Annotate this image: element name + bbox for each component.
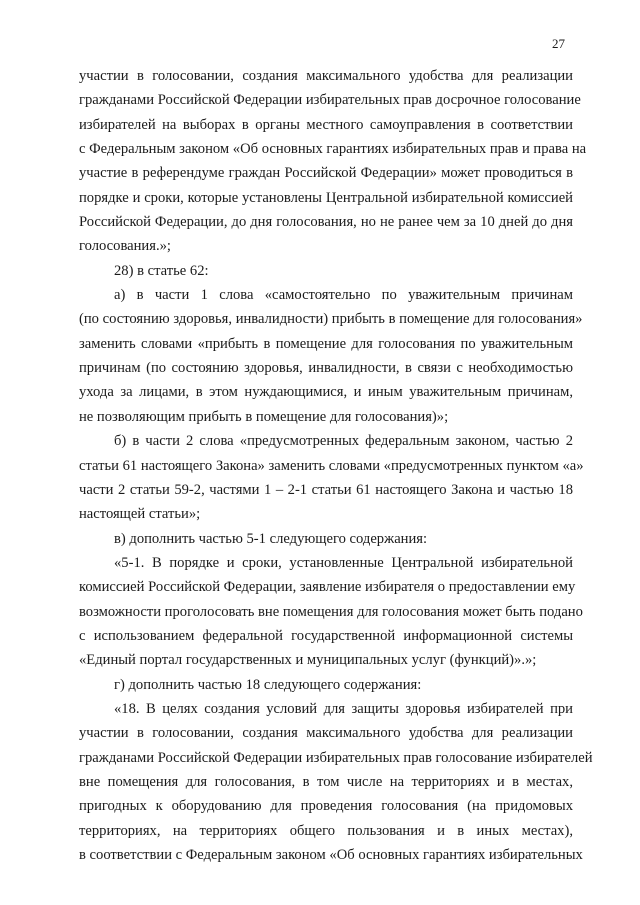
text-line: «18. В целях создания условий для защиты здоровья избирателей при — [114, 700, 573, 717]
text-line: а) в части 1 слова «самостоятельно по уважительным причинам — [114, 287, 573, 304]
text-line: «5-1. В порядке и сроки, установленные Центральной избирательной — [114, 554, 573, 571]
text-line: не позволяющим прибыть в помещение для голосования)»; — [79, 408, 449, 425]
page-number: 27 — [552, 36, 565, 51]
text-line: б) в части 2 слова «предусмотренных федеральным законом, частью 2 — [114, 433, 573, 450]
text-line: 28) в статье 62: — [114, 262, 209, 279]
text-line: в) дополнить частью 5-1 следующего содержания: — [114, 530, 428, 547]
text-line: «Единый портал государственных и муниципальных услуг (функций)».»; — [79, 652, 537, 669]
text-line: части 2 статьи 59-2, частями 1 – 2-1 статьи 61 настоящего Закона и частью 18 — [79, 481, 573, 498]
text-line: с использованием федеральной государственной информационной системы — [79, 627, 573, 644]
text-line: причинам (по состоянию здоровья, инвалидности, в связи с необходимостью — [79, 360, 573, 377]
text-line: в соответствии с Федеральным законом «Об основных гарантиях избирательных — [79, 847, 583, 863]
text-line: заменить словами «прибыть в помещение для голосования по уважительным — [79, 335, 573, 352]
text-line: голосования.»; — [79, 238, 171, 255]
text-line: статьи 61 настоящего Закона» заменить словами «предусмотренных пунктом «а» — [79, 457, 584, 474]
text-line: Российской Федерации, до дня голосования, но не ранее чем за 10 дней до дня — [79, 214, 573, 231]
text-line: г) дополнить частью 18 следующего содержания: — [114, 676, 422, 693]
text-line: территориях, на территориях общего пользования и в иных местах), — [79, 822, 573, 839]
text-line: возможности проголосовать вне помещения для голосования может быть подано — [79, 603, 583, 620]
text-line: вне помещения для голосования, в том числе на территориях и в местах, — [79, 773, 573, 790]
text-line: гражданами Российской Федерации избирательных прав досрочное голосование — [79, 92, 581, 109]
text-line: порядке и сроки, которые установлены Центральной избирательной комиссией — [79, 189, 573, 206]
text-line: участии в голосовании, создания максимального удобства для реализации — [79, 725, 573, 742]
text-line: (по состоянию здоровья, инвалидности) прибыть в помещение для голосования» — [79, 311, 583, 328]
text-line: участии в голосовании, создания максимального удобства для реализации — [79, 68, 573, 84]
text-line: гражданами Российской Федерации избирательных прав голосование избирателей — [79, 749, 593, 766]
text-line: настоящей статьи»; — [79, 506, 201, 523]
document-body — [79, 64, 593, 867]
text-line: комиссией Российской Федерации, заявление избирателя о предоставлении ему — [79, 579, 576, 596]
text-line: избирателей на выборах в органы местного самоуправления в соответствии — [79, 116, 573, 133]
text-line: участие в референдуме граждан Российской Федерации» может проводиться в — [79, 165, 573, 182]
text-line: с Федеральным законом «Об основных гарантиях избирательных прав и права на — [79, 141, 587, 158]
text-line: пригодных к оборудованию для проведения голосования (на придомовых — [79, 798, 573, 815]
text-line: ухода за лицами, в этом нуждающимися, и иным уважительным причинам, — [79, 384, 573, 401]
